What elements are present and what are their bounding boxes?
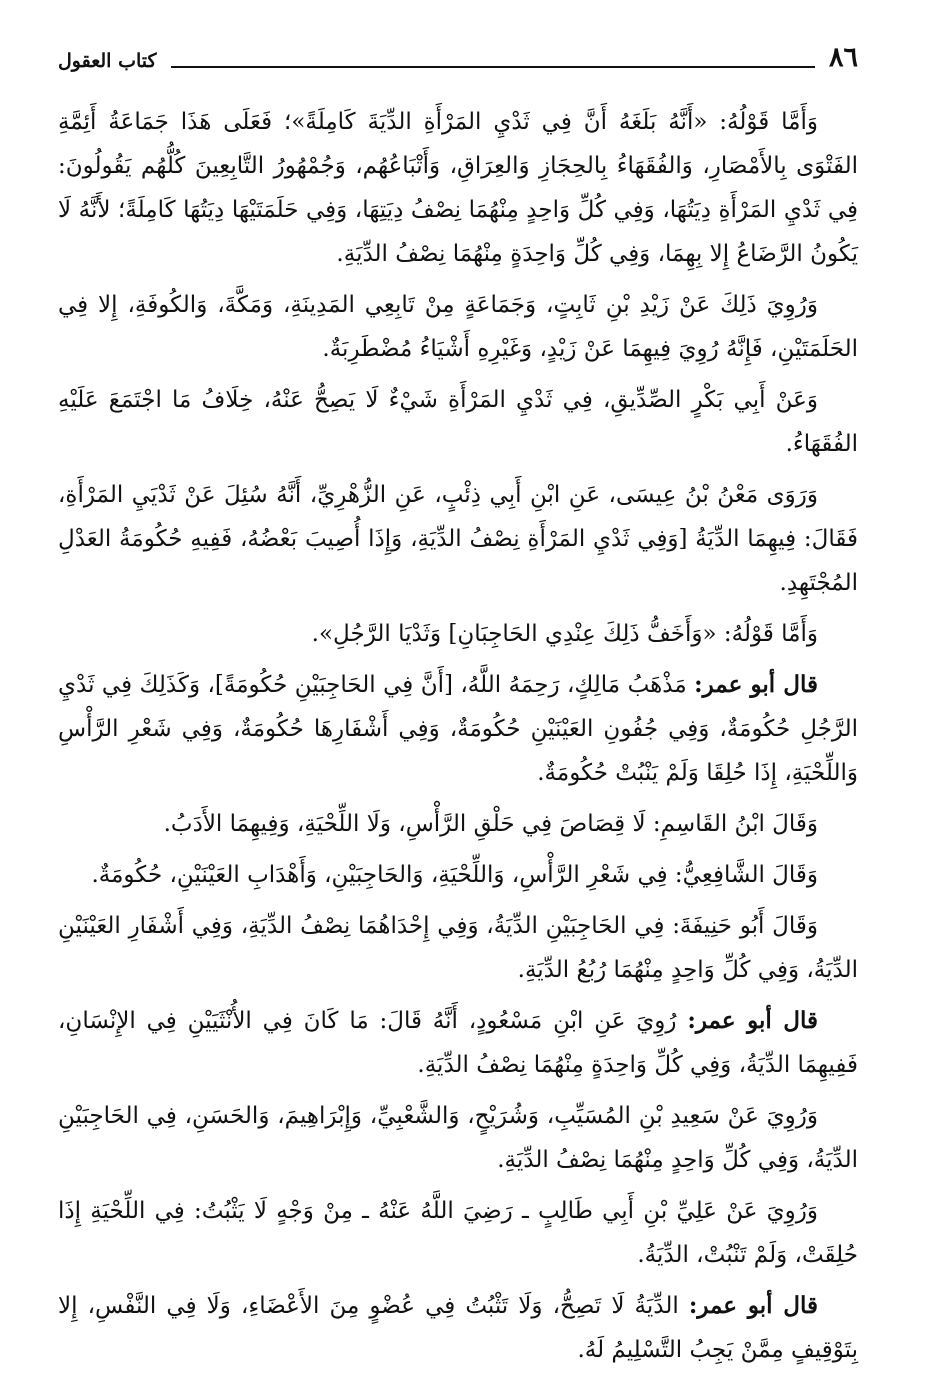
paragraph-10 bbox=[58, 999, 858, 1087]
paragraph-5 bbox=[58, 612, 858, 656]
paragraph-text: وَأَمَّا قَوْلُهُ: «وَأَخَفُّ ذَلِكَ عِنْدِي الحَاجِبَانِ] وَثَدْيَا الرَّجُلِ». bbox=[311, 621, 818, 647]
paragraph-text: وَقَالَ أَبُو حَنِيفَةَ: فِي الحَاجِبَيْنِ الدِّيَةُ، وَفِي إِحْدَاهُمَا نِصْفُ الدِّيَةِ، وَفِي أَشْفَارِ العَيْنَيْنِ الدِّيَةُ، وَفِي كُلِّ وَاحِدٍ مِنْهُمَا رُبُعُ الدِّيَةِ. bbox=[58, 913, 858, 983]
paragraph-3 bbox=[58, 378, 858, 466]
page-header bbox=[58, 34, 858, 74]
paragraph-text: وَرُوِيَ عَنْ عَلِيِّ بْنِ أَبِي طَالِبٍ ـ رَضِيَ اللَّهُ عَنْهُ ـ مِنْ وَجْهٍ لَا يَثْبُتُ: فِي اللِّحْيَةِ إِذَا حُلِقَتْ، وَلَمْ تَنْبُتْ، الدِّيَةُ. bbox=[58, 1198, 858, 1268]
header-rule bbox=[171, 66, 815, 68]
paragraph-text: وَرُوِيَ عَنْ سَعِيدِ بْنِ المُسَيِّبِ، وَشُرَيْحٍ، وَالشَّعْبِيِّ، وَإِبْرَاهِيمَ، وَالحَسَنِ، فِي الحَاجِبَيْنِ الدِّيَةُ، وَفِي كُلِّ وَاحِدٍ مِنْهُمَا نِصْفُ الدِّيَةِ. bbox=[58, 1103, 858, 1173]
paragraph-11 bbox=[58, 1094, 858, 1182]
paragraph-7 bbox=[58, 802, 858, 846]
page-number: ٨٦ bbox=[828, 42, 858, 73]
paragraph-13 bbox=[58, 1284, 858, 1372]
paragraph-text: الدِّيَةُ لَا تَصِحُّ، وَلَا تَثْبُتُ فِي عُضْوٍ مِنَ الأَعْضَاءِ، وَلَا فِي النَّفْسِ، إِلا بِتَوْقِيفٍ مِمَّنْ يَجِبُ التَّسْلِيمُ لَهُ. bbox=[58, 1293, 858, 1363]
paragraph-4 bbox=[58, 473, 858, 605]
paragraph-9 bbox=[58, 904, 858, 992]
paragraph-text: مَذْهَبُ مَالِكٍ، رَحِمَهُ اللَّهُ، [أَنَّ فِي الحَاجِبَيْنِ حُكُومَةً]، وَكَذَلِكَ فِي ثَدْيِ الرَّجُلِ حُكُومَةٌ، وَفِي جُفُونِ العَيْنَيْنِ حُكُومَةٌ، وَفِي أَشْفَارِهَا حُكُومَةٌ، وَفِي شَعْرِ الرَّأْسِ وَاللِّحْيَةِ، إِذَا حُلِقَا وَلَمْ يَنْبُتْ حُكُومَةٌ. bbox=[58, 672, 858, 786]
paragraph-1 bbox=[58, 100, 858, 276]
paragraph-text: رُوِيَ عَنِ ابْنِ مَسْعُودٍ، أَنَّهُ قَالَ: مَا كَانَ فِي الأُنْثَيَيْنِ فِي الإِنْسَانِ، فَفِيهِمَا الدِّيَةُ، وَفِي كُلِّ وَاحِدَةٍ مِنْهُمَا نِصْفُ الدِّيَةِ. bbox=[58, 1008, 858, 1078]
paragraph-6 bbox=[58, 663, 858, 795]
paragraph-lead: قال أبو عمر: bbox=[688, 1292, 818, 1319]
paragraph-12 bbox=[58, 1189, 858, 1277]
paragraph-text: وَأَمَّا قَوْلُهُ: «أَنَّهُ بَلَغَهُ أَنَّ فِي ثَدْيِ المَرْأَةِ الدِّيَةَ كَامِلَةً»؛ فَعَلَى هَذَا جَمَاعَةُ أَئِمَّةِ الفَتْوَى بِالأَمْصَارِ، وَالفُقَهَاءُ بِالحِجَازِ وَالعِرَاقِ، وَأَتْبَاعُهُم، وَجُمْهُورُ التَّابِعِينَ كُلُّهُم يَقُولُونَ: فِي ثَدْيِ المَرْأَةِ دِيَتُهَا، وَفِي كُلِّ وَاحِدٍ مِنْهُمَا نِصْفُ دِيَتِهَا، وَفِي حَلَمَتَيْهَا دِيَتُهَا كَامِلَةً؛ لأَنَّهُ لَا يَكُونُ الرَّضَاعُ إِلا بِهِمَا، وَفِي كُلِّ وَاحِدَةٍ مِنْهُمَا نِصْفُ الدِّيَةِ. bbox=[58, 109, 858, 267]
page-body bbox=[58, 100, 858, 1379]
paragraph-lead: قال أبو عمر: bbox=[694, 671, 818, 698]
paragraph-text: وَعَنْ أَبِي بَكْرٍ الصِّدِّيقِ، فِي ثَدْيِ المَرْأَةِ شَيْءٌ لَا يَصِحُّ عَنْهُ، خِلَافُ مَا اجْتَمَعَ عَلَيْهِ الفُقَهَاءُ. bbox=[58, 387, 858, 457]
book-title: كتاب العقول bbox=[58, 50, 157, 72]
paragraph-text: وَقَالَ ابْنُ القَاسِمِ: لَا قِصَاصَ فِي حَلْقِ الرَّأْسِ، وَلَا اللِّحْيَةِ، وَفِيهِمَا الأَدَبُ. bbox=[163, 811, 818, 837]
paragraph-text: وَرُوِيَ ذَلِكَ عَنْ زَيْدِ بْنِ ثَابِتٍ، وَجَمَاعَةٍ مِنْ تَابِعِي المَدِينَةِ، وَمَكَّةَ، وَالكُوفَةِ، إِلا فِي الحَلَمَتَيْنِ، فَإِنَّهُ رُوِيَ فِيهِمَا عَنْ زَيْدٍ، وَغَيْرِهِ أَشْيَاءُ مُضْطَرِبَةٌ. bbox=[58, 292, 858, 362]
paragraph-text: وَرَوَى مَعْنُ بْنُ عِيسَى، عَنِ ابْنِ أَبِي ذِئْبٍ، عَنِ الزُّهْرِيِّ، أَنَّهُ سُئِلَ عَنْ ثَدْيَيِ المَرْأَةِ، فَقَالَ: فِيهِمَا الدِّيَةُ [وَفِي ثَدْيِ المَرْأَةِ نِصْفُ الدِّيَةِ، وَإِذَا أُصِيبَ بَعْضُهُ، فَفِيهِ حُكُومَةُ العَدْلِ المُجْتَهِدِ. bbox=[58, 482, 858, 596]
paragraph-lead: قال أبو عمر: bbox=[687, 1007, 818, 1034]
paragraph-2 bbox=[58, 283, 858, 371]
paragraph-text: وَقَالَ الشَّافِعِيُّ: فِي شَعْرِ الرَّأْسِ، وَاللِّحْيَةِ، وَالحَاجِبَيْنِ، وَأَهْدَابِ العَيْنَيْنِ، حُكُومَةٌ. bbox=[91, 862, 818, 888]
paragraph-8 bbox=[58, 853, 858, 897]
